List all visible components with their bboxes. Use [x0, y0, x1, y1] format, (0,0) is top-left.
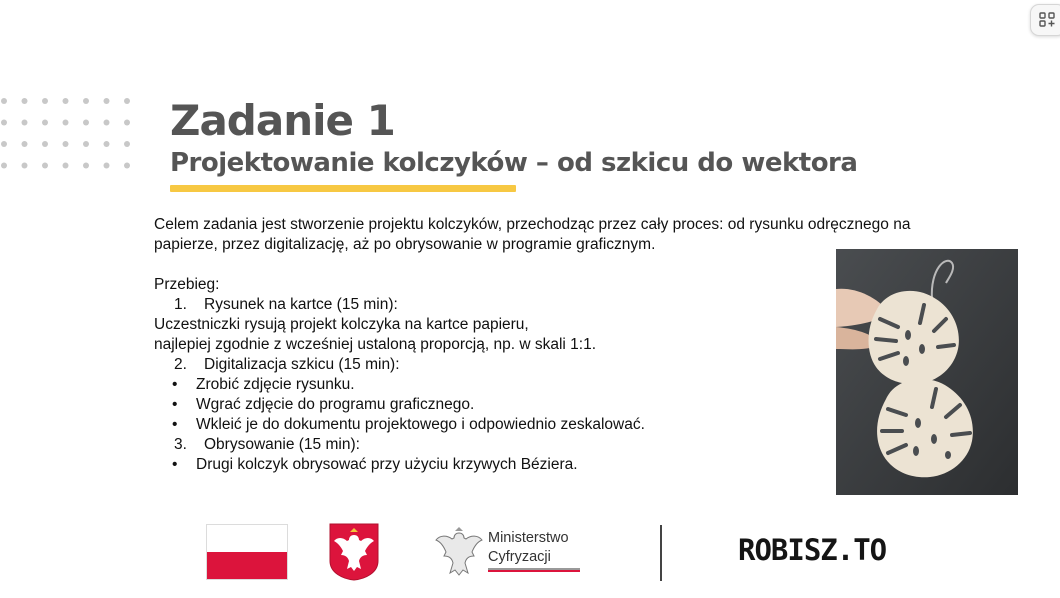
decorative-dot: [83, 141, 89, 147]
decorative-dot: [63, 120, 69, 126]
polish-flag-icon: [206, 524, 288, 580]
decorative-dot: [104, 141, 110, 147]
ministry-name-line2: Cyfryzacji: [488, 549, 551, 565]
eagle-emblem-icon: [434, 525, 484, 581]
footer-logos: [0, 515, 1060, 595]
apps-add-icon: [1039, 12, 1057, 28]
decorative-dot: [1, 98, 7, 104]
decorative-dot: [63, 98, 69, 104]
ministry-logo: [434, 525, 584, 581]
bullet-icon: •: [172, 416, 178, 433]
logo-divider: [660, 525, 662, 581]
list-item: • Zrobić zdjęcie rysunku.: [172, 376, 355, 393]
decorative-dot: [104, 120, 110, 126]
decorative-dot: [63, 141, 69, 147]
page-subtitle: Projektowanie kolczyków – od szkicu do wektora: [170, 148, 858, 178]
step-1-line: najlepiej zgodnie z wcześniej ustaloną proporcją, np. w skali 1:1.: [154, 336, 596, 353]
list-item: • Wgrać zdjęcie do programu graficznego.: [172, 396, 475, 413]
decorative-dot: [124, 120, 130, 126]
step-1-line: Uczestniczki rysują projekt kolczyka na kartce papieru,: [154, 316, 529, 333]
step-number: 3.: [174, 436, 187, 453]
decorative-dots: [0, 97, 135, 172]
process-heading: Przebieg:: [154, 276, 220, 293]
decorative-dot: [22, 98, 28, 104]
decorative-dot: [124, 163, 130, 169]
intro-line: papierze, przez digitalizację, aż po obrysowanie w programie graficznym.: [154, 236, 656, 253]
intro-line: Celem zadania jest stworzenie projektu kolczyków, przechodząc przez cały proces: od rysunku odręcznego na: [154, 216, 911, 233]
apps-button[interactable]: [1030, 4, 1060, 36]
bullet-icon: •: [172, 456, 178, 473]
decorative-dot: [124, 98, 130, 104]
decorative-dot: [42, 163, 48, 169]
decorative-dot: [1, 141, 7, 147]
decorative-dot: [124, 141, 130, 147]
polish-emblem-icon: [329, 523, 379, 581]
step-number: 1.: [174, 296, 187, 313]
ministry-name-line1: Ministerstwo: [488, 530, 569, 546]
decorative-dot: [22, 163, 28, 169]
decorative-dot: [42, 141, 48, 147]
list-item: • Drugi kolczyk obrysować przy użyciu krzywych Béziera.: [172, 456, 578, 473]
decorative-dot: [104, 163, 110, 169]
decorative-dot: [83, 120, 89, 126]
decorative-dot: [1, 120, 7, 126]
bullet-icon: •: [172, 376, 178, 393]
decorative-dot: [83, 98, 89, 104]
decorative-dot: [1, 163, 7, 169]
decorative-dot: [104, 98, 110, 104]
step-label: Rysunek na kartce (15 min):: [204, 296, 398, 313]
decorative-dot: [22, 120, 28, 126]
robisz-to-logo: ROBISZ.TO: [738, 533, 887, 567]
step-number: 2.: [174, 356, 187, 373]
step-label: Digitalizacja szkicu (15 min):: [204, 356, 400, 373]
decorative-dot: [22, 141, 28, 147]
monstera-leaf-earrings-photo: [836, 249, 1018, 495]
decorative-dot: [63, 163, 69, 169]
earrings-photo: [836, 249, 1018, 495]
decorative-dot: [83, 163, 89, 169]
list-item: • Wkleić je do dokumentu projektowego i odpowiednio zeskalować.: [172, 416, 645, 433]
step-label: Obrysowanie (15 min):: [204, 436, 360, 453]
ministry-stripe-red: [488, 570, 580, 572]
title-underline: [170, 185, 516, 192]
page-title: Zadanie 1: [170, 96, 395, 145]
decorative-dot: [42, 120, 48, 126]
decorative-dot: [42, 98, 48, 104]
bullet-icon: •: [172, 396, 178, 413]
